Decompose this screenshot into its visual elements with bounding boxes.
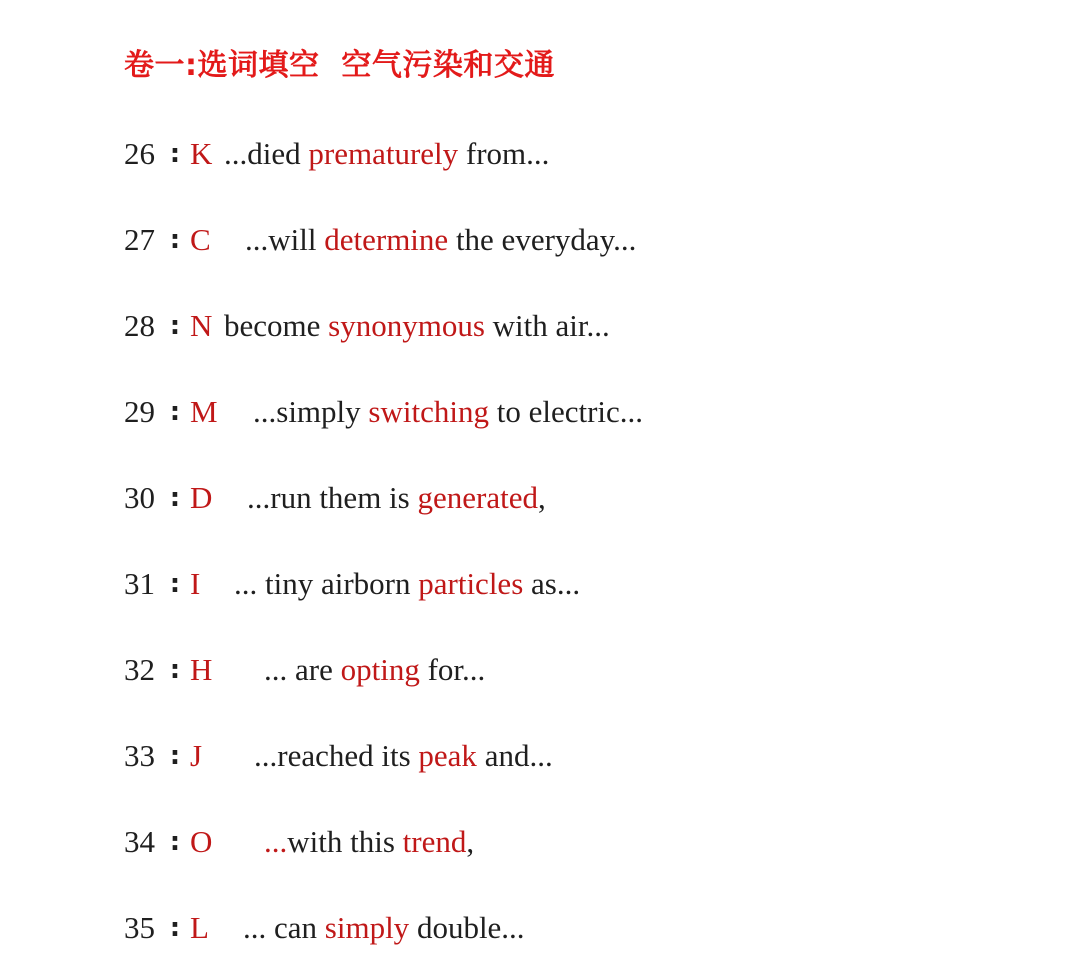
context-phrase bbox=[245, 220, 636, 260]
colon: : bbox=[169, 913, 181, 943]
context-phrase bbox=[264, 650, 485, 690]
phrase-suffix: double... bbox=[409, 910, 525, 945]
answer-letter: L bbox=[190, 910, 209, 945]
question-number: 32 bbox=[124, 652, 155, 687]
phrase-prefix: ... are bbox=[264, 652, 341, 687]
phrase-suffix: for... bbox=[419, 652, 486, 687]
phrase-prefix: ...run them is bbox=[247, 480, 418, 515]
question-number: 31 bbox=[124, 566, 155, 601]
answer-word: synonymous bbox=[328, 308, 485, 343]
question-number: 26 bbox=[124, 136, 155, 171]
answer-letter: K bbox=[190, 136, 213, 171]
context-phrase bbox=[253, 392, 643, 432]
question-number: 34 bbox=[124, 824, 155, 859]
phrase-prefix: ...simply bbox=[253, 394, 369, 429]
question-number: 35 bbox=[124, 910, 155, 945]
answer-word: particles bbox=[418, 566, 524, 601]
phrase-suffix: , bbox=[466, 824, 475, 859]
answer-letter: H bbox=[190, 652, 213, 687]
phrase-prefix: ...reached its bbox=[254, 738, 419, 773]
question-number: 28 bbox=[124, 308, 155, 343]
question-number: 33 bbox=[124, 738, 155, 773]
answer-word: switching bbox=[368, 394, 489, 429]
colon: : bbox=[169, 397, 181, 427]
context-phrase bbox=[243, 908, 525, 948]
answer-word: generated bbox=[417, 480, 538, 515]
answer-letter: J bbox=[190, 738, 203, 773]
phrase-prefix: ...died bbox=[224, 136, 309, 171]
context-phrase bbox=[254, 736, 553, 776]
phrase-prefix: ... tiny airborn bbox=[234, 566, 419, 601]
colon: : bbox=[169, 225, 181, 255]
context-phrase bbox=[247, 478, 546, 518]
answer-letter: O bbox=[190, 824, 213, 859]
answer-letter: N bbox=[190, 308, 213, 343]
colon: : bbox=[169, 139, 181, 169]
context-phrase bbox=[264, 822, 474, 862]
phrase-prefix: ...will bbox=[245, 222, 325, 257]
phrase-middle: with this bbox=[287, 824, 403, 859]
phrase-suffix: the everyday... bbox=[448, 222, 637, 257]
colon: : bbox=[169, 311, 181, 341]
colon: : bbox=[169, 741, 181, 771]
context-phrase bbox=[234, 564, 580, 604]
question-number: 27 bbox=[124, 222, 155, 257]
phrase-prefix: ... can bbox=[243, 910, 325, 945]
colon: : bbox=[169, 569, 181, 599]
phrase-suffix: as... bbox=[523, 566, 581, 601]
question-number: 29 bbox=[124, 394, 155, 429]
answer-letter: D bbox=[190, 480, 213, 515]
phrase-prefix: become bbox=[224, 308, 329, 343]
phrase-prefix: ... bbox=[264, 824, 288, 859]
question-number: 30 bbox=[124, 480, 155, 515]
answer-word: prematurely bbox=[308, 136, 459, 171]
answer-letter: M bbox=[190, 394, 218, 429]
answer-word: simply bbox=[324, 910, 410, 945]
answer-word: determine bbox=[324, 222, 449, 257]
answer-letter: I bbox=[190, 566, 201, 601]
answer-letter: C bbox=[190, 222, 211, 257]
phrase-suffix: with air... bbox=[484, 308, 610, 343]
colon: : bbox=[169, 483, 181, 513]
colon: : bbox=[169, 827, 181, 857]
answer-word: peak bbox=[418, 738, 477, 773]
answer-word: opting bbox=[340, 652, 420, 687]
phrase-suffix: and... bbox=[476, 738, 553, 773]
phrase-suffix: to electric... bbox=[488, 394, 644, 429]
colon: : bbox=[169, 655, 181, 685]
answer-word: trend bbox=[402, 824, 467, 859]
phrase-suffix: , bbox=[537, 480, 546, 515]
phrase-suffix: from... bbox=[458, 136, 550, 171]
context-phrase bbox=[224, 134, 549, 174]
context-phrase bbox=[224, 306, 610, 346]
page-title: 卷一:选词填空 空气污染和交通 bbox=[124, 48, 555, 83]
